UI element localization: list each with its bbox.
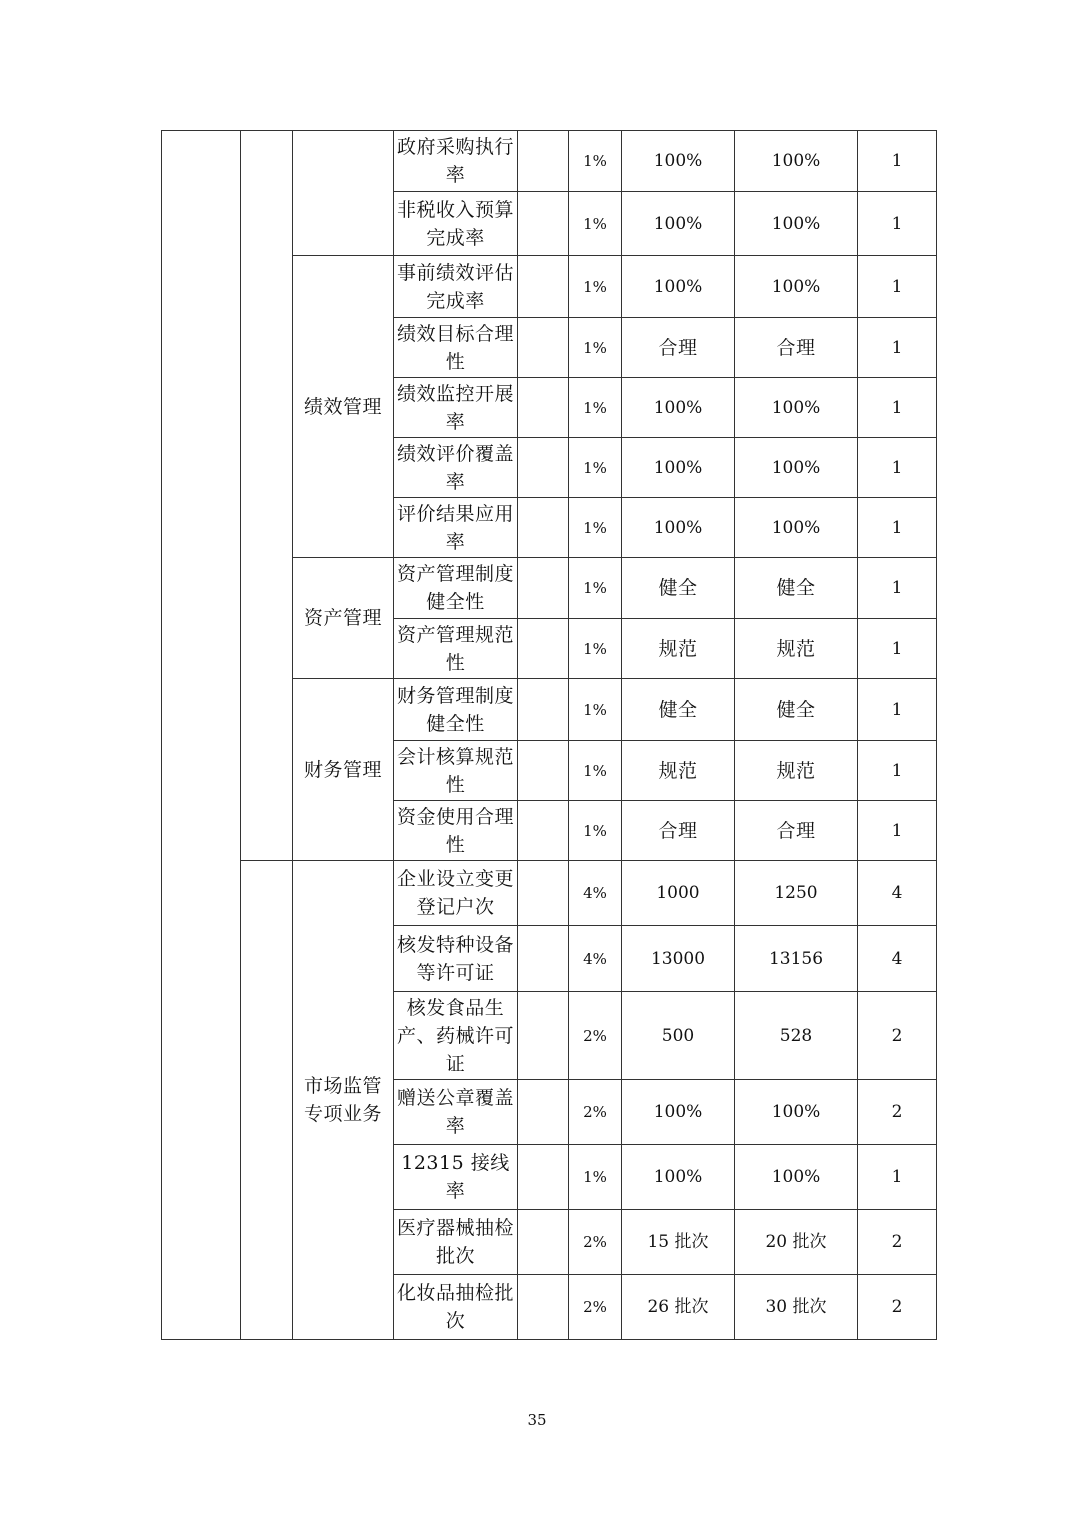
blank-cell: [518, 256, 569, 318]
level2-cell: [241, 131, 293, 861]
actual-cell: 合理: [735, 801, 858, 861]
target-cell: 15 批次: [622, 1210, 735, 1275]
target-cell: 1000: [622, 861, 735, 926]
target-cell: 500: [622, 992, 735, 1080]
actual-cell: 20 批次: [735, 1210, 858, 1275]
target-cell: 100%: [622, 192, 735, 256]
actual-cell: 规范: [735, 741, 858, 801]
section-name-cell: 资产管理: [293, 558, 394, 679]
section-name-cell: 绩效管理: [293, 256, 394, 558]
actual-cell: 100%: [735, 1145, 858, 1210]
section-name-cell: 财务管理: [293, 679, 394, 861]
score-cell: 1: [858, 741, 937, 801]
score-cell: 4: [858, 861, 937, 926]
weight-cell: 1%: [569, 679, 622, 741]
indicator-cell: 绩效监控开展率: [394, 378, 518, 438]
indicator-cell: 12315 接线率: [394, 1145, 518, 1210]
indicator-cell: 核发食品生产、药械许可证: [394, 992, 518, 1080]
blank-cell: [518, 192, 569, 256]
indicator-cell: 资产管理规范性: [394, 619, 518, 679]
target-cell: 100%: [622, 256, 735, 318]
score-cell: 1: [858, 318, 937, 378]
target-cell: 13000: [622, 926, 735, 992]
target-cell: 合理: [622, 318, 735, 378]
target-cell: 100%: [622, 498, 735, 558]
score-cell: 1: [858, 619, 937, 679]
actual-cell: 100%: [735, 438, 858, 498]
section-name-cell: 市场监管专项业务: [293, 861, 394, 1340]
score-cell: 2: [858, 992, 937, 1080]
weight-cell: 2%: [569, 1275, 622, 1340]
actual-cell: 合理: [735, 318, 858, 378]
actual-cell: 100%: [735, 256, 858, 318]
indicator-cell: 资金使用合理性: [394, 801, 518, 861]
score-cell: 2: [858, 1210, 937, 1275]
weight-cell: 1%: [569, 741, 622, 801]
actual-cell: 健全: [735, 679, 858, 741]
weight-cell: 2%: [569, 992, 622, 1080]
score-cell: 4: [858, 926, 937, 992]
actual-cell: 528: [735, 992, 858, 1080]
weight-cell: 2%: [569, 1210, 622, 1275]
weight-cell: 1%: [569, 131, 622, 192]
target-cell: 规范: [622, 741, 735, 801]
score-cell: 1: [858, 558, 937, 619]
target-cell: 100%: [622, 378, 735, 438]
score-cell: 1: [858, 192, 937, 256]
indicator-cell: 会计核算规范性: [394, 741, 518, 801]
target-cell: 100%: [622, 438, 735, 498]
level1-cell: [162, 131, 241, 1340]
indicator-cell: 非税收入预算完成率: [394, 192, 518, 256]
score-cell: 1: [858, 1145, 937, 1210]
weight-cell: 1%: [569, 378, 622, 438]
blank-cell: [518, 992, 569, 1080]
indicator-table: [161, 130, 937, 1340]
score-cell: 1: [858, 256, 937, 318]
score-cell: 2: [858, 1275, 937, 1340]
weight-cell: 1%: [569, 498, 622, 558]
blank-cell: [518, 1145, 569, 1210]
target-cell: 26 批次: [622, 1275, 735, 1340]
indicator-cell: 绩效评价覆盖率: [394, 438, 518, 498]
indicator-cell: 评价结果应用率: [394, 498, 518, 558]
indicator-cell: 财务管理制度健全性: [394, 679, 518, 741]
weight-cell: 1%: [569, 1145, 622, 1210]
blank-cell: [518, 131, 569, 192]
table-row: [162, 861, 937, 926]
score-cell: 1: [858, 378, 937, 438]
actual-cell: 100%: [735, 131, 858, 192]
blank-cell: [518, 318, 569, 378]
indicator-cell: 核发特种设备等许可证: [394, 926, 518, 992]
level2-cell: [241, 861, 293, 1340]
blank-cell: [518, 558, 569, 619]
target-cell: 100%: [622, 1145, 735, 1210]
actual-cell: 100%: [735, 1080, 858, 1145]
blank-cell: [518, 741, 569, 801]
actual-cell: 100%: [735, 378, 858, 438]
score-cell: 1: [858, 131, 937, 192]
weight-cell: 1%: [569, 558, 622, 619]
actual-cell: 1250: [735, 861, 858, 926]
indicator-cell: 事前绩效评估完成率: [394, 256, 518, 318]
indicator-cell: 企业设立变更登记户次: [394, 861, 518, 926]
weight-cell: 1%: [569, 438, 622, 498]
blank-cell: [518, 861, 569, 926]
blank-cell: [518, 378, 569, 438]
weight-cell: 1%: [569, 619, 622, 679]
weight-cell: 2%: [569, 1080, 622, 1145]
target-cell: 健全: [622, 679, 735, 741]
blank-cell: [518, 1080, 569, 1145]
target-cell: 100%: [622, 131, 735, 192]
blank-cell: [518, 679, 569, 741]
actual-cell: 规范: [735, 619, 858, 679]
score-cell: 1: [858, 801, 937, 861]
indicator-cell: 绩效目标合理性: [394, 318, 518, 378]
blank-cell: [518, 801, 569, 861]
blank-cell: [518, 498, 569, 558]
actual-cell: 100%: [735, 192, 858, 256]
section-name-cell: [293, 131, 394, 256]
table-row: [162, 131, 937, 192]
weight-cell: 1%: [569, 192, 622, 256]
weight-cell: 1%: [569, 318, 622, 378]
blank-cell: [518, 438, 569, 498]
blank-cell: [518, 1210, 569, 1275]
target-cell: 100%: [622, 1080, 735, 1145]
weight-cell: 4%: [569, 926, 622, 992]
page-number: 35: [527, 1411, 547, 1429]
score-cell: 1: [858, 498, 937, 558]
blank-cell: [518, 1275, 569, 1340]
score-cell: 1: [858, 679, 937, 741]
target-cell: 健全: [622, 558, 735, 619]
target-cell: 合理: [622, 801, 735, 861]
indicator-cell: 资产管理制度健全性: [394, 558, 518, 619]
weight-cell: 1%: [569, 801, 622, 861]
blank-cell: [518, 926, 569, 992]
blank-cell: [518, 619, 569, 679]
actual-cell: 健全: [735, 558, 858, 619]
indicator-cell: 赠送公章覆盖率: [394, 1080, 518, 1145]
score-cell: 1: [858, 438, 937, 498]
indicator-cell: 化妆品抽检批次: [394, 1275, 518, 1340]
target-cell: 规范: [622, 619, 735, 679]
actual-cell: 100%: [735, 498, 858, 558]
indicator-cell: 政府采购执行率: [394, 131, 518, 192]
weight-cell: 4%: [569, 861, 622, 926]
actual-cell: 13156: [735, 926, 858, 992]
score-cell: 2: [858, 1080, 937, 1145]
weight-cell: 1%: [569, 256, 622, 318]
actual-cell: 30 批次: [735, 1275, 858, 1340]
indicator-cell: 医疗器械抽检批次: [394, 1210, 518, 1275]
